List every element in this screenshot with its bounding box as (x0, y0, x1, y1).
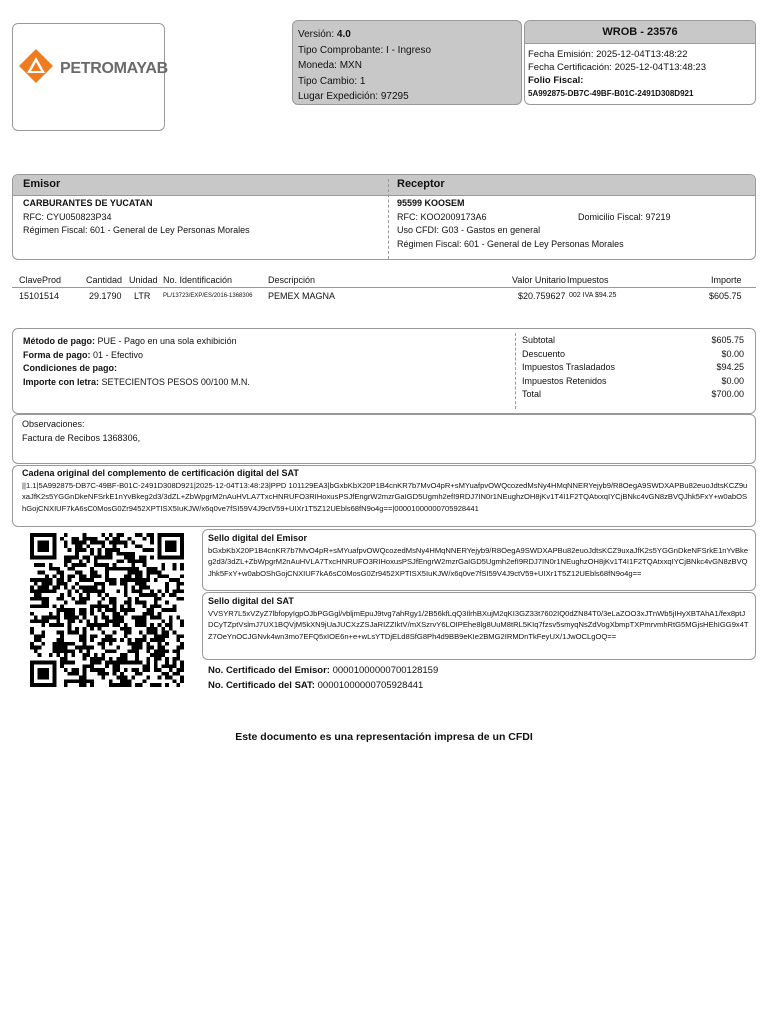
receptor-domicilio (578, 211, 671, 225)
receptor-uso-label: Uso CFDI: (397, 225, 440, 235)
subtotal-value: $605.75 (711, 335, 744, 345)
moneda-label: Moneda: (298, 60, 337, 71)
totals-labels (522, 334, 615, 402)
sello-emisor-text: bGxbKbX20P1B4cnKR7b7MvO4pR+sMYuafpvOWQcozedMsNy4HMqNNERYejyb9/R8OegA9SWDXAPBu82euoJdtsKCZ9uxaJfK2s5YGGnDkeNFSrkE1nYvBkeg2d3/3dZL+ZbWpgrM2nAuHVLA7TxcHNRUFO3RIHoxusPSJfEngrW2mzrGaIGD5Ugmh2efI9RDJ7IN0r1NEughzOH8jKv1T4I1F2TQAtxxqIYCjBNkc4vGN8zBVQJhk5FxY+w0abOShGojCNXIUF7kA6sC0MosG0Zr9452XPTISX5IuKJW/x6q0ve7fSI59V4J9ctV59+UIXr1T5Z12UEbls68fN9o4g== (208, 545, 749, 578)
cell-valor: $20.759627 (518, 291, 566, 301)
lugar-value: 97295 (380, 91, 409, 102)
folio-title: WROB - 23576 (525, 21, 755, 44)
emisor-regimen: 601 - General de Ley Personas Morales (90, 225, 250, 235)
certificates (208, 663, 438, 693)
cert-sat-label: No. Certificado del SAT: (208, 680, 315, 691)
document-info (292, 20, 522, 105)
condiciones-label: Condiciones de pago: (23, 363, 118, 373)
cell-impuestos: 002 IVA $94.25 (569, 292, 617, 299)
petromayab-logo-icon (18, 48, 54, 84)
cell-importe: $605.75 (709, 291, 742, 301)
receptor-regimen-label: Régimen Fiscal: (397, 238, 462, 249)
cell-clave: 15101514 (19, 291, 60, 301)
retenidos-value: $0.00 (721, 375, 744, 386)
metodo-value: PUE - Pago en una sola exhibición (97, 336, 237, 346)
sello-emisor-box (202, 529, 756, 591)
receptor-uso: G03 - Gastos en general (441, 225, 541, 235)
tipo-cambio-value: 1 (359, 75, 366, 87)
sello-sat-title: Sello digital del SAT (208, 596, 294, 606)
tipo-comprobante-label: Tipo Comprobante: (298, 44, 384, 56)
fecha-emision-label: Fecha Emisión: (528, 49, 594, 60)
forma-label: Forma de pago: (23, 349, 91, 360)
cert-emisor-value: 00001000000700128159 (332, 665, 439, 676)
receptor-rfc-label: RFC: (397, 211, 418, 222)
trasladados-value: $94.25 (716, 362, 744, 372)
col-header-identificacion: No. Identificación (163, 275, 233, 285)
sello-emisor-title: Sello digital del Emisor (208, 533, 308, 543)
moneda-value: MXN (339, 60, 362, 71)
col-header-impuestos: Impuestos (567, 275, 609, 285)
total-label: Total (522, 389, 542, 399)
cadena-title: Cadena original del complemento de certificación digital del SAT (22, 468, 299, 478)
qr-code-icon (30, 533, 184, 687)
sello-sat-box (202, 592, 756, 660)
footer-note: Este documento es una representación impresa de un CFDI (235, 731, 533, 743)
emisor-title: Emisor (23, 178, 61, 190)
col-header-importe: Importe (711, 275, 742, 285)
emisor-rfc: CYU050823P34 (46, 211, 112, 222)
forma-value: 01 - Efectivo (93, 349, 144, 360)
observaciones-text: Factura de Recibos 1368306, (22, 432, 141, 443)
folio-fiscal-label: Folio Fiscal: (528, 75, 584, 86)
col-header-unidad: Unidad (129, 275, 158, 285)
observaciones-label: Observaciones: (22, 419, 85, 429)
logo-text: PETROMAYAB (60, 60, 168, 77)
version-value: 4.0 (336, 29, 351, 40)
descuento-value: $0.00 (721, 348, 744, 359)
folio-box (524, 20, 756, 105)
cert-sat-value: 00001000000705928441 (317, 680, 424, 691)
version-label: Versión: (298, 29, 335, 40)
emisor-receptor-divider (388, 179, 389, 259)
receptor-title: Receptor (397, 178, 445, 190)
cell-descripcion: PEMEX MAGNA (268, 291, 336, 301)
subtotal-label: Subtotal (522, 335, 556, 345)
letra-label: Importe con letra: (23, 376, 100, 387)
tipo-comprobante-value: I - Ingreso (386, 44, 432, 56)
folio-details (528, 48, 706, 100)
receptor-rfc: KOO2009173A6 (420, 211, 487, 222)
cell-cantidad: 29.1790 (89, 291, 122, 301)
letra-value: SETECIENTOS PESOS 00/100 M.N. (101, 376, 250, 387)
cell-unidad: LTR (134, 291, 151, 301)
totals-divider (515, 333, 516, 409)
cadena-text: ||1.1|5A992875-DB7C-49BF-B01C-2491D308D921|2025-12-04T13:48:23|PPD 101129EA3|bGxbKbX20P1B4cnKR7b7MvO4pR+sMYuafpvOWQcozedMsNy4HMqNNERYejyb9/R8OegA9SWDXAPBu82euoJdtsKCZ9uxaJfK2s5YGGnDkeNFSrkE1nYvBkeg2d3/3dZL+ZbWpgrM2nAuHVLA7TxcHNRUFO3RIHoxusPSJfEngrW2mzrGaIGD5Ugmh2efI9RDJ7IN0r1NEughzOH8jKv1T4I1F2TQAtxxqIYCjBNkc4vGN8zBVQJhk5FxY+w0abOShGojCNXIUF7kA6sC0MosG0Zr9452XPTISX5IuKJW/x6q0ve7fSI59V4J9ctV59+UIXr1T5Z12UEbls68fN9o4g==|00001000000705928441 (22, 480, 748, 513)
table-rule (12, 287, 756, 288)
total-value: $700.00 (711, 389, 744, 399)
totals-values (711, 334, 744, 402)
receptor-nombre: 95599 KOOSEM (397, 198, 465, 208)
descuento-label: Descuento (522, 348, 566, 359)
emisor-nombre: CARBURANTES DE YUCATAN (23, 198, 153, 208)
receptor-regimen: 601 - General de Ley Personas Morales (464, 238, 624, 249)
receptor-domicilio-label: Domicilio Fiscal: (578, 211, 644, 222)
col-header-clave: ClaveProd (19, 275, 62, 285)
sello-sat-text: VVSYR7L5xVZyZ7lbfopyIgpOJbPGGgl/vbljmEpuJ9tvg7ahRgy1/2B56kfLqQ3IlrhBXujM2qKI3GZ33t7602IQ0dZN84T0/3eLaZOO3xJTnWb5jIHyXBTAhA1/fex8ptJDCyTZptVslmJ7UX1BQVjM5kXN9jUaJUCXzZSJaRIZZIktV/mXSzrvY6LOIPEhe8lg8UuM8tRL5KIq7fzsv5smyqNsZdVogXbmpTXPmrvmhRtG5MGjsHEhIGG9x4TZ7OeYnOCJGNvk4wn3mo7EFQ5xIOE6n+e+wLsYTDjELd8SfG8Ph4d9BB9eKIe2BMG2IRMDnTkFeyUX/1JwOCLgOQ== (208, 608, 749, 641)
col-header-cantidad: Cantidad (86, 275, 123, 285)
cadena-original-box (12, 465, 756, 527)
retenidos-label: Impuestos Retenidos (522, 375, 607, 386)
receptor-details (397, 197, 624, 251)
emisor-details (23, 197, 250, 238)
trasladados-label: Impuestos Trasladados (522, 362, 616, 372)
col-header-valor: Valor Unitario (512, 275, 566, 285)
receptor-domicilio-value: 97219 (645, 211, 671, 222)
fecha-cert-label: Fecha Certificación: (528, 62, 612, 73)
cell-identificacion: PL/13723/EXP/ES/2016-1368306 (163, 293, 253, 299)
payment-totals-box (12, 328, 756, 414)
fecha-cert-value: 2025-12-04T13:48:23 (614, 62, 706, 73)
emisor-regimen-label: Régimen Fiscal: (23, 225, 88, 235)
emisor-rfc-label: RFC: (23, 211, 44, 222)
col-header-descripcion: Descripción (268, 275, 316, 285)
cert-emisor-label: No. Certificado del Emisor: (208, 665, 330, 676)
metodo-label: Método de pago: (23, 336, 95, 346)
payment-details (23, 335, 250, 389)
tipo-cambio-label: Tipo Cambio: (298, 75, 358, 87)
emisor-receptor-box (12, 174, 756, 260)
folio-fiscal-value: 5A992875-DB7C-49BF-B01C-2491D308D921 (528, 89, 694, 98)
fecha-emision-value: 2025-12-04T13:48:22 (596, 49, 688, 60)
observaciones-box (12, 414, 756, 464)
lugar-label: Lugar Expedición: (298, 91, 379, 102)
emisor-receptor-header (13, 175, 755, 196)
